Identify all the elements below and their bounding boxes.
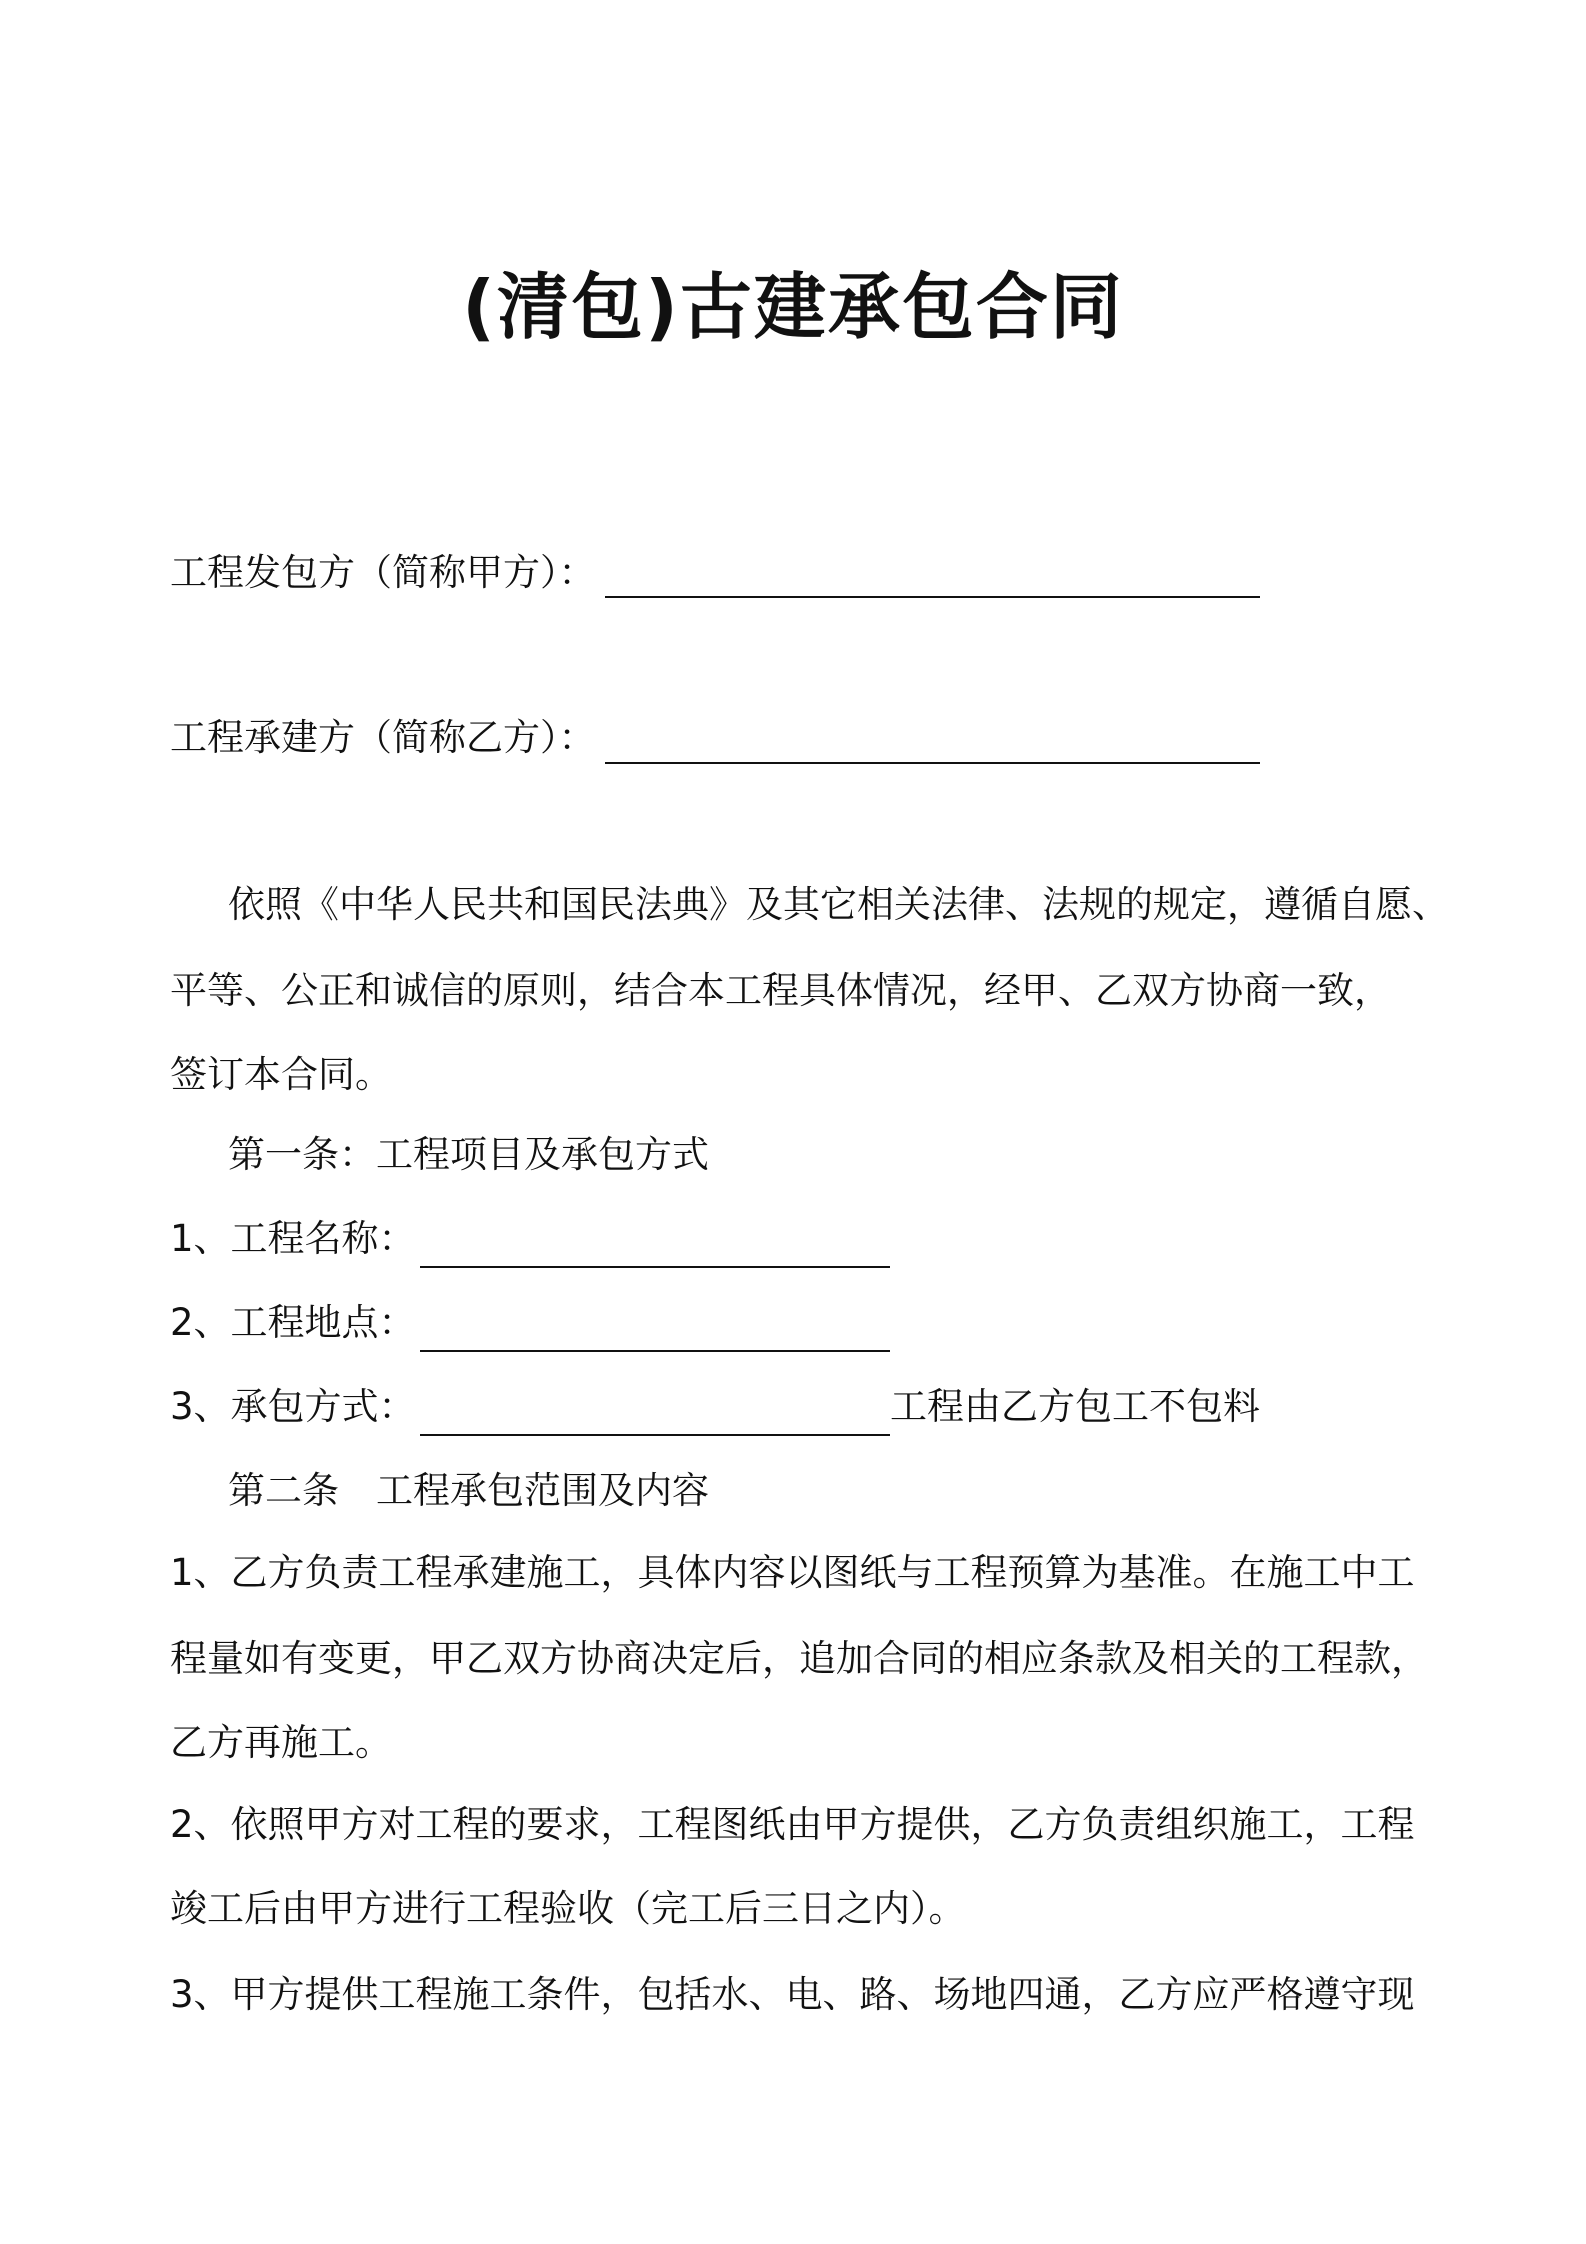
project-location-label: 2、工程地点： <box>170 1301 416 1344</box>
contract-method-note: 工程由乙方包工不包料 <box>890 1385 1260 1428</box>
article-2-line-3: 乙方再施工。 <box>170 1721 392 1764</box>
party-a-label: 工程发包方（简称甲方）： <box>170 551 596 594</box>
party-a-blank[interactable] <box>605 596 1260 598</box>
contract-method-blank[interactable] <box>420 1434 890 1436</box>
preamble-line-2: 平等、公正和诚信的原则，结合本工程具体情况，经甲、乙双方协商一致， <box>170 969 1391 1012</box>
project-name-label: 1、工程名称： <box>170 1217 416 1260</box>
article-2-line-6: 3、甲方提供工程施工条件，包括水、电、路、场地四通，乙方应严格遵守现 <box>170 1973 1415 2016</box>
preamble-line-3: 签订本合同。 <box>170 1053 392 1096</box>
party-b-label: 工程承建方（简称乙方）： <box>170 716 596 759</box>
project-name-blank[interactable] <box>420 1266 890 1268</box>
article-1-heading: 第一条：工程项目及承包方式 <box>228 1133 709 1176</box>
article-2-line-4: 2、依照甲方对工程的要求，工程图纸由甲方提供，乙方负责组织施工，工程 <box>170 1803 1415 1846</box>
article-2-line-2: 程量如有变更，甲乙双方协商决定后，追加合同的相应条款及相关的工程款， <box>170 1637 1428 1680</box>
article-2-line-5: 竣工后由甲方进行工程验收（完工后三日之内）。 <box>170 1887 966 1930</box>
project-location-blank[interactable] <box>420 1350 890 1352</box>
preamble-line-1: 依照《中华人民共和国民法典》及其它相关法律、法规的规定，遵循自愿、 <box>228 883 1449 926</box>
contract-method-label: 3、承包方式： <box>170 1385 416 1428</box>
article-2-heading: 第二条 工程承包范围及内容 <box>228 1469 709 1512</box>
article-2-line-1: 1、乙方负责工程承建施工，具体内容以图纸与工程预算为基准。在施工中工 <box>170 1551 1415 1594</box>
party-b-blank[interactable] <box>605 762 1260 764</box>
document-title: (清包)古建承包合同 <box>462 265 1124 349</box>
